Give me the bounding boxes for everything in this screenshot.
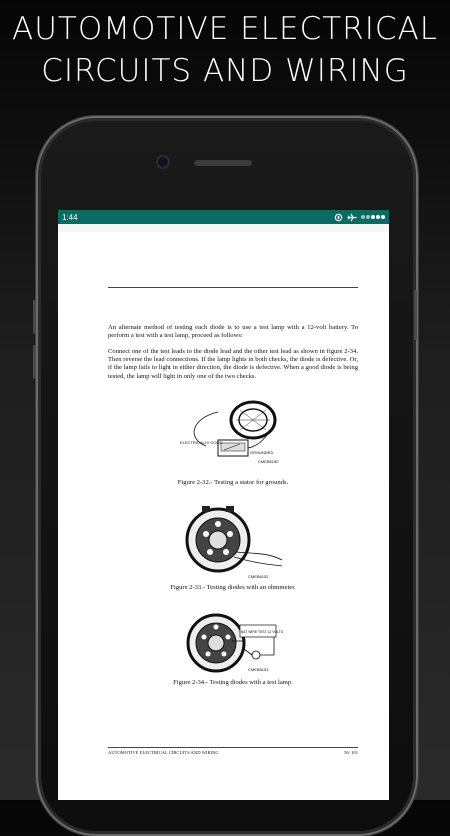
body-paragraph-2: Connect one of the test leads to the diode lead and the other test lead as shown in figure 2-34. Then reverse the lead connections. If the lamp lights in both checks, the diode is defective. Or, if the lamp fails to light in either direction, the diode is defective. When a good diode is being tested, the lamp will light in only one of the two checks. [108, 348, 358, 380]
header-rule [108, 287, 358, 288]
footer-title: AUTOMOTIVE ELECTRICAL CIRCUITS AND WIRING [108, 750, 219, 755]
signal-dots-icon [361, 215, 385, 219]
promo-title [0, 8, 450, 92]
volume-button [33, 300, 36, 334]
fig232-label-good: ELECTRICALLY GOOD [180, 440, 223, 445]
fig232-label-grounded: GROUNDED [250, 450, 274, 455]
figure-test-lamp [178, 607, 288, 679]
status-time: 1:44 [62, 212, 78, 222]
page-footer [108, 750, 358, 755]
body-paragraph-1: An alternate method of testing each diode is to use a test lamp with a 12-volt battery. To perform a test with a test lamp, proceed as follows: [108, 324, 358, 340]
fig234-code: CMEB8153 [248, 667, 269, 672]
sync-icon [334, 213, 343, 222]
fig232-code: CMEB8150 [258, 459, 279, 464]
power-button [414, 290, 417, 340]
figure-2-33-caption: Figure 2-33.- Testing diodes with an ohmmeter. [170, 584, 296, 591]
figure-ohmmeter-test [176, 502, 286, 582]
earpiece-speaker [194, 160, 252, 166]
promo-title-line1: AUTOMOTIVE ELECTRICAL [12, 11, 438, 47]
pdf-page[interactable] [58, 232, 389, 800]
phone-screen[interactable] [58, 210, 389, 800]
footer-rule [108, 747, 358, 748]
figure-2-32-caption: Figure 2-32.- Testing a stator for grounds. [177, 479, 289, 486]
front-camera [158, 157, 168, 167]
promo-title-line2: CIRCUITS AND WIRING [41, 53, 409, 89]
fig234-label-battery: BAT WIRE TEST 12 VOLTS [241, 630, 284, 634]
figure-2-34-caption: Figure 2-34.- Testing diodes with a test lamp. [173, 679, 293, 686]
status-bar [58, 210, 389, 224]
volume-button [33, 345, 36, 379]
fig233-code: CMEB8152 [248, 574, 269, 579]
figure-stator-test [178, 398, 288, 473]
airplane-mode-icon [347, 213, 357, 222]
page-number: 56/ 101 [344, 750, 358, 755]
